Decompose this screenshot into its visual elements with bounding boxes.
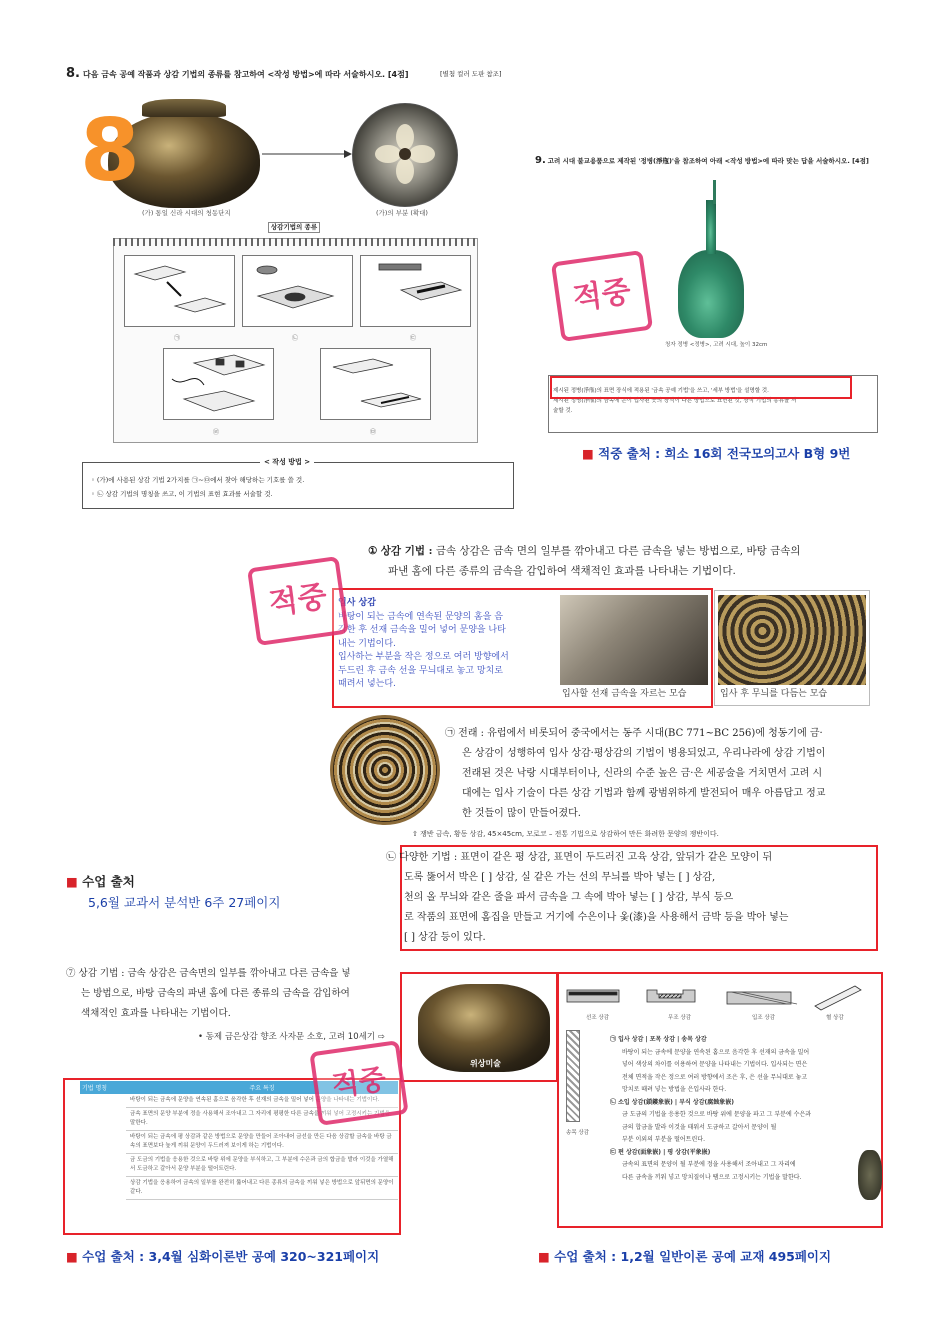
right-item: 넣어 색상의 차이를 이용하여 문양을 나타내는 기법이다. 입사되는 면은 bbox=[622, 1061, 808, 1068]
diagram-label-3: 입조 상감 bbox=[752, 1015, 776, 1021]
history-line: ㉠ 전래 : 유럽에서 비롯되어 중국에서는 동주 시대(BC 771~BC 256)에 청동기에 금· bbox=[445, 728, 823, 739]
right-panel-text bbox=[610, 1034, 880, 1184]
source-3-bullet: ■ bbox=[66, 1249, 78, 1264]
inlay-line: 내는 기법이다. bbox=[338, 638, 396, 649]
history-line: 대에는 입사 기술이 다른 상감 기법과 함께 광범위하게 발전되어 매우 아름답고 정교 bbox=[462, 788, 826, 799]
question-8-title bbox=[66, 66, 408, 81]
sanggam-line-1 bbox=[368, 541, 888, 561]
technique-panel-4 bbox=[163, 348, 274, 420]
flower-pattern-icon bbox=[372, 121, 438, 187]
right-item: 바탕이 되는 금속에 문양을 연속된 홈으로 음각한 후 선재의 금속을 밀어 bbox=[622, 1048, 810, 1056]
variety-line: 도록 뚫어서 박은 [ ] 상감, 실 같은 가는 선의 무늬를 박아 넣는 [ ] 상감, bbox=[404, 872, 716, 883]
right-item: ㉠ 입사 상감 | 포목 상감 | 송목 상감 bbox=[610, 1036, 707, 1043]
photo-cutting-wire bbox=[560, 595, 708, 685]
big-question-number: 8 bbox=[80, 101, 140, 201]
diagram-label-1: 선조 상감 bbox=[586, 1015, 610, 1021]
table-row: 바탕이 되는 금속에 문양을 연속된 홈으로 음각한 후 선재의 금속을 밀어 넣어 문양을 나타내는 기법이다. bbox=[126, 1094, 398, 1108]
q9-condition-2: 제시된 정병(淨甁)의 금속에 은이 입사된 곳의 장식이 다른 방법으로 표현된 것, 장식 기법의 종류를 서 bbox=[553, 398, 797, 404]
source-2-title-line bbox=[66, 872, 280, 890]
photo-finishing-pattern bbox=[718, 595, 866, 685]
source-2-bullet: ■ bbox=[66, 874, 78, 889]
small-jar-image bbox=[858, 1150, 882, 1200]
technique-chart-heading: 상감기법의 종류 bbox=[268, 222, 320, 233]
jar-neck bbox=[142, 99, 226, 117]
right-item: 전체 면적을 작은 정으로 여러 방향에서 조은 후, 은 선을 무늬대로 놓고 bbox=[622, 1073, 808, 1081]
table-row: 금속 표면의 문양 부분에 정을 사용해서 조아내고 그 자리에 평평한 다른 금속을 끼워 넣어 고정시키는 기법을 말한다. bbox=[126, 1108, 398, 1131]
hit-stamp-3: 적중 bbox=[309, 1040, 408, 1126]
inlay-description bbox=[338, 597, 554, 692]
panel-label-1: ㉠ bbox=[174, 335, 181, 342]
right-item: 다른 금속을 끼워 넣고 망치질이나 땜으로 고정시키는 기법을 말한다. bbox=[622, 1173, 802, 1181]
inlay-line: 바탕이 되는 금속에 연속된 문양의 홈을 음 bbox=[338, 611, 503, 622]
condition-1: ◦ (가)에 사용된 상감 기법 2가지를 ㉠~㉤에서 찾아 해당하는 기호를 쓸 것. bbox=[91, 476, 305, 484]
kundika-image bbox=[678, 250, 744, 338]
hit-stamp-1: 적중 bbox=[551, 250, 653, 342]
inlay-diagram bbox=[565, 976, 865, 1024]
diagram-label-2: 무조 상감 bbox=[668, 1015, 692, 1021]
kundika-neck bbox=[706, 200, 716, 254]
caption-detail: (가)의 부분 (확대) bbox=[376, 209, 428, 217]
hit-stamp-2: 적중 bbox=[247, 556, 349, 646]
color-plate-note: [별첨 컬러 도판 참조] bbox=[440, 70, 502, 78]
history-line: 전래된 것은 낙랑 시대부터이나, 신라의 수준 높은 금·은 세공술을 거치면서 고려 시 bbox=[462, 768, 823, 779]
variety-line: ㉡ 다양한 기법 : 표면이 같은 평 상감, 표면이 두드러진 고육 상감, 앞뒤가 같은 모양이 뒤 bbox=[386, 852, 773, 863]
table-header-name: 기법 명칭 bbox=[80, 1081, 126, 1094]
source-1 bbox=[582, 444, 850, 462]
source-4 bbox=[538, 1247, 831, 1265]
right-item: 부분 이외의 부분을 떨어트린다. bbox=[622, 1136, 705, 1143]
panel-label-3: ㉢ bbox=[410, 335, 417, 342]
source-2-title: 수업 출처 bbox=[82, 874, 135, 889]
question-number: 8. bbox=[66, 66, 80, 81]
moroccan-tray-image bbox=[330, 715, 440, 825]
history-line: 한 것들이 많이 만들어졌다. bbox=[462, 808, 581, 819]
sanggam-line-2: 파낸 홈에 다른 종류의 금속을 감입하여 색채적인 효과를 나타내는 기법이다. bbox=[388, 565, 736, 577]
side-label: 송목 상감 bbox=[566, 1130, 590, 1136]
table-row: 바탕이 되는 금속에 평 상감과 같은 방법으로 문양을 만들어 조아내어 금선을 만든 다음 상감할 금속을 바탕 금속의 표면보다 높게 끼워 문양이 두드러져 보이게 하는 기법이다. bbox=[126, 1131, 398, 1154]
source-3-text: 수업 출처 : 3,4월 심화이론반 공예 320~321페이지 bbox=[82, 1249, 380, 1264]
panel-label-5: ㉤ bbox=[370, 429, 377, 436]
table-row: 상감 기법을 응용하여 금속의 일부를 완전히 뚫어내고 다른 종류의 금속을 끼워 넣은 방법으로 앞뒤면의 문양이 같다. bbox=[126, 1177, 398, 1200]
section7-line: 색채적인 효과를 나타내는 기법이다. bbox=[81, 1008, 231, 1019]
history-text bbox=[445, 724, 885, 824]
kundika-spout bbox=[713, 180, 716, 204]
section7-line: 는 방법으로, 바탕 금속의 파낸 홈에 다른 종류의 금속을 감입하여 bbox=[81, 988, 350, 999]
table-header-feature: 주요 특징 bbox=[126, 1081, 398, 1094]
question-number: 9. bbox=[535, 155, 546, 166]
sanggam-text-1: 금속 상감은 금속 면의 일부를 깎아내고 다른 금속을 넣는 방법으로, 바탕 금속의 bbox=[435, 545, 801, 557]
tray-caption: ⇧ 쟁반 금속, 황동 상감, 45×45cm, 모로코 – 전통 기법으로 상감하여 만든 화려한 문양의 쟁반이다. bbox=[412, 830, 719, 838]
panel-label-2: ㉡ bbox=[292, 335, 299, 342]
question-text: 다음 금속 공예 작품과 상감 기법의 종류를 참고하여 <작성 방법>에 따라 서술하시오. [4점] bbox=[82, 70, 409, 79]
right-item: 금 도금의 기법을 응용한 것으로 바탕 위에 문양을 파고 그 부분에 수은과 bbox=[622, 1111, 812, 1118]
variety-line: 천의 올 무늬와 같은 줄을 파서 금속을 그 속에 박아 넣는 [ ] 상감, 부식 등으 bbox=[404, 892, 734, 903]
q9-condition-3: 술할 것. bbox=[553, 408, 573, 414]
right-item: ㉡ 소입 상감(鎖鏤象嵌) | 부식 상감(腐蝕象嵌) bbox=[610, 1098, 734, 1106]
panel-label-4: ㉣ bbox=[213, 429, 220, 436]
inlay-line: 때려서 넣는다. bbox=[338, 679, 396, 689]
drill-image bbox=[566, 1030, 580, 1122]
table-row: 금 도금의 기법을 응용한 것으로 바탕 위에 문양을 부식하고, 그 부분에 수은과 금의 합금을 발라 이것을 가열해서 도금하고 갈아서 문양 부분을 떨어트린다. bbox=[126, 1154, 398, 1177]
source-1-text: 적중 출처 : 희소 16회 전국모의고사 B형 9번 bbox=[598, 446, 851, 461]
section7-line: ⑦ 상감 기법 : 금속 상감은 금속면의 일부를 깎아내고 다른 금속을 넣 bbox=[66, 968, 351, 979]
question-text: 고려 시대 불교용품으로 제작된 '정병(淨甁)'을 참조하여 아래 <작성 방법>에 따라 맞는 답을 서술하시오. [4점] bbox=[547, 157, 869, 165]
source-1-bullet: ■ bbox=[582, 446, 594, 461]
source-2 bbox=[66, 872, 280, 911]
arrow-icon bbox=[262, 148, 352, 160]
caption-jar: (가) 통일 신라 시대의 청동단지 bbox=[142, 209, 231, 217]
jar-watermark: 위상미술 bbox=[470, 1059, 501, 1068]
source-3 bbox=[66, 1247, 379, 1265]
spiral-binding bbox=[113, 238, 478, 246]
diagram-label-4: 혈 상감 bbox=[826, 1015, 844, 1021]
right-item: 금의 합금을 발라 이것을 태워서 도금하고 갈아서 문양이 될 bbox=[622, 1123, 777, 1131]
source-4-text: 수업 출처 : 1,2월 일반이론 공예 교재 495페이지 bbox=[554, 1249, 832, 1264]
right-item: ㉢ 편 상감(面象嵌) | 평 상감(平象嵌) bbox=[610, 1148, 711, 1156]
photo-cutting-caption: 입사할 선재 금속을 자르는 모습 bbox=[562, 689, 687, 699]
inlay-line: 두드린 후 금속 선을 무늬대로 놓고 망치로 bbox=[338, 665, 503, 676]
source-4-bullet: ■ bbox=[538, 1249, 550, 1264]
technique-panel-2 bbox=[242, 255, 353, 327]
variety-text bbox=[386, 848, 876, 948]
variety-line: [ ] 상감 등이 있다. bbox=[404, 932, 486, 943]
q9-condition-1: 제시된 정병(淨甁)의 표면 장식에 적용된 '금속 공예 기법'을 쓰고, '세부 방법'을 설명할 것. bbox=[553, 388, 769, 394]
sanggam-title: 상감 기법 : bbox=[380, 545, 433, 557]
technique-panel-5 bbox=[320, 348, 431, 420]
section7-text bbox=[66, 964, 426, 1024]
photo-finishing-caption: 입사 후 무늬를 다듬는 모습 bbox=[720, 689, 828, 699]
conditions-box bbox=[82, 462, 514, 509]
section7-note: • 동제 금은상감 향조 사자문 소호, 고려 10세기 ⇨ bbox=[198, 1032, 385, 1042]
conditions-title: < 작성 방법 > bbox=[260, 457, 314, 467]
history-line: 은 상감이 성행하여 입사 상감·평상감의 기법이 병용되었고, 우리나라에 상감 기법이 bbox=[462, 748, 826, 759]
technique-panel-3 bbox=[360, 255, 471, 327]
right-item: 망치로 때려 넣는 방법을 은입사라 한다. bbox=[622, 1086, 727, 1093]
sanggam-num: ① bbox=[368, 545, 378, 557]
inlay-line: 입사하는 부분을 작은 정으로 여러 방향에서 bbox=[338, 652, 509, 662]
sanggam-heading bbox=[368, 541, 888, 581]
variety-line: 로 작품의 표면에 홈집을 만들고 거기에 수은이나 옻(漆)을 사용해서 금박 등을 박아 넣는 bbox=[404, 912, 789, 923]
inlay-title: 입사 상감 bbox=[338, 598, 376, 608]
technique-panel-1 bbox=[124, 255, 235, 327]
inlay-line: 각한 후 선재 금속을 밀어 넣어 문양을 나타 bbox=[338, 625, 506, 635]
source-2-text: 5,6월 교과서 분석반 6주 27페이지 bbox=[88, 895, 281, 910]
condition-2: ◦ ㉡ 상감 기법의 명칭을 쓰고, 이 기법의 표현 효과를 서술할 것. bbox=[91, 490, 273, 498]
highlight-box-q9 bbox=[550, 376, 852, 399]
right-item: 금속의 표면의 문양이 될 부분에 정을 사용해서 조아내고 그 자리에 bbox=[622, 1161, 796, 1168]
question-9-title bbox=[535, 155, 869, 166]
kundika-caption: 청자 정병 <정병>, 고려 시대, 높이 32cm bbox=[665, 342, 768, 348]
